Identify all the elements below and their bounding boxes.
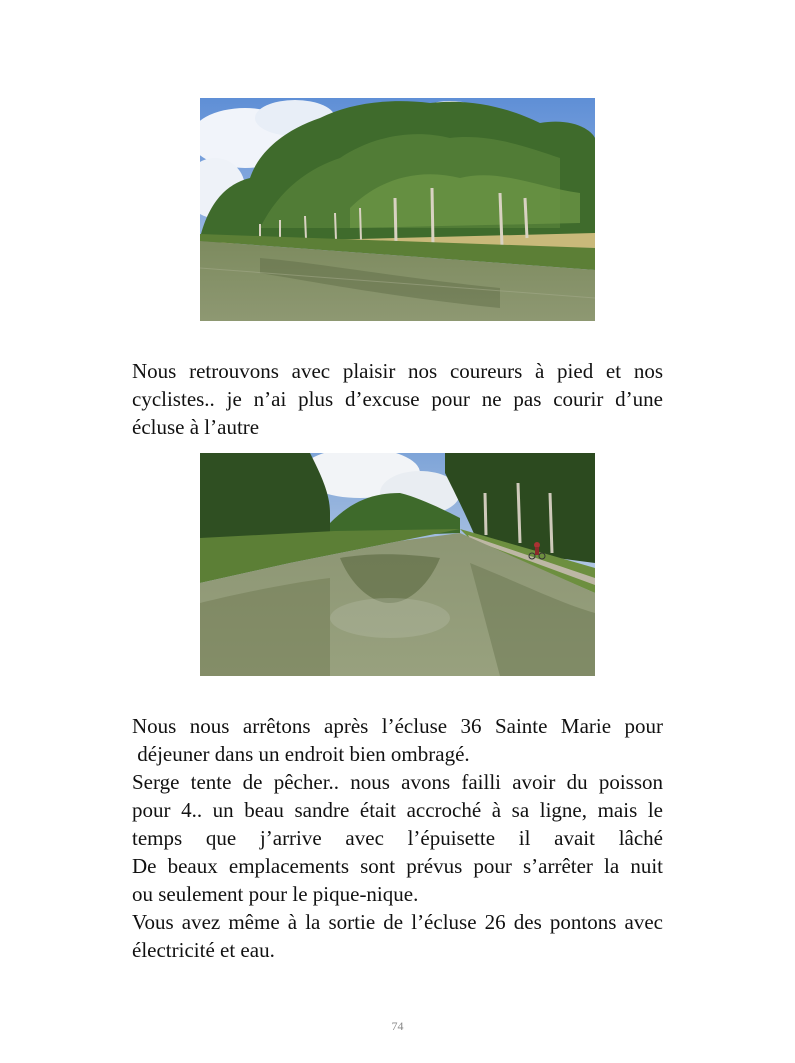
paragraph-line: Vous avez même à la sortie de l’écluse 26 des pontons avec (132, 910, 663, 934)
paragraph-line: électricité et eau. (132, 938, 275, 962)
paragraph-line: De beaux emplacements sont prévus pour s’arrêter la nuit (132, 854, 663, 878)
paragraph-line: pour 4.. un beau sandre était accroché à sa ligne, mais le (132, 798, 663, 822)
page-number: 74 (391, 1019, 404, 1033)
paragraph-line: écluse à l’autre (132, 415, 260, 439)
paragraph-line: temps que j’arrive avec l’épuisette il avait lâché (132, 826, 663, 850)
paragraph-line: ou seulement pour le pique-nique. (132, 882, 419, 906)
paragraph-line: Nous nous arrêtons après l’écluse 36 Sainte Marie pour (132, 714, 663, 738)
canal-poplars-photo (200, 98, 595, 321)
paragraph-1 (132, 357, 663, 441)
paragraph-line: Serge tente de pêcher.. nous avons failli avoir du poisson (132, 770, 663, 794)
paragraph-2 (132, 712, 663, 964)
paragraph-line: déjeuner dans un endroit bien ombragé. (132, 742, 470, 766)
paragraph-line: cyclistes.. je n’ai plus d’excuse pour ne pas courir d’une (132, 387, 663, 411)
paragraph-line: Nous retrouvons avec plaisir nos coureurs à pied et nos (132, 359, 663, 383)
canal-reflection-photo (200, 453, 595, 676)
